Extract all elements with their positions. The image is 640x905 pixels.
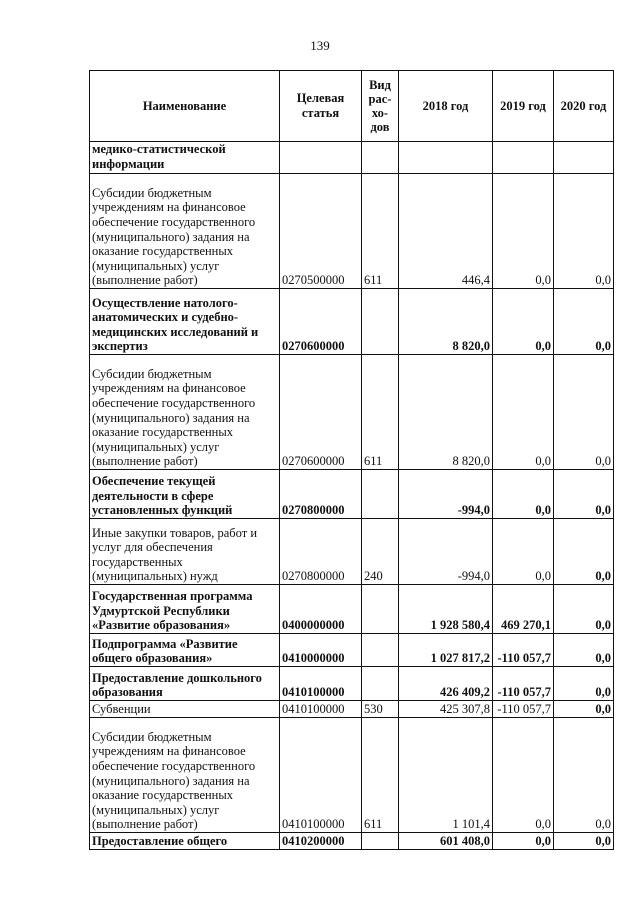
cell-name: Обеспечение текущей деятельности в сфере установленных функций bbox=[90, 470, 280, 519]
cell-kind bbox=[362, 667, 399, 701]
budget-table bbox=[89, 70, 614, 850]
cell-2018: 1 928 580,4 bbox=[399, 585, 493, 634]
cell-2019 bbox=[493, 142, 554, 174]
cell-code: 0410100000 bbox=[280, 667, 362, 701]
column-header-2019: 2019 год bbox=[493, 71, 554, 142]
cell-2018: -994,0 bbox=[399, 470, 493, 519]
cell-2020: 0,0 bbox=[554, 701, 614, 718]
table-row bbox=[90, 470, 614, 519]
column-header-kind-line3: хо- bbox=[371, 106, 389, 120]
cell-2019: 0,0 bbox=[493, 355, 554, 470]
cell-2020: 0,0 bbox=[554, 470, 614, 519]
cell-code: 0400000000 bbox=[280, 585, 362, 634]
cell-2019: 0,0 bbox=[493, 174, 554, 289]
table-row bbox=[90, 718, 614, 833]
cell-2019: 0,0 bbox=[493, 718, 554, 833]
cell-kind: 530 bbox=[362, 701, 399, 718]
cell-2020: 0,0 bbox=[554, 289, 614, 355]
cell-name: Государственная программа Удмуртской Республики «Развитие образования» bbox=[90, 585, 280, 634]
page-number: 139 bbox=[310, 38, 330, 53]
cell-code: 0410100000 bbox=[280, 718, 362, 833]
column-header-target-line2: статья bbox=[301, 106, 340, 120]
cell-2020: 0,0 bbox=[554, 667, 614, 701]
cell-2018 bbox=[399, 142, 493, 174]
cell-kind: 611 bbox=[362, 174, 399, 289]
cell-2020: 0,0 bbox=[554, 718, 614, 833]
cell-name: Субвенции bbox=[90, 701, 280, 718]
cell-2018: 425 307,8 bbox=[399, 701, 493, 718]
column-header-target-line1: Целевая bbox=[296, 91, 345, 106]
table-header-row bbox=[90, 71, 614, 142]
cell-2018: 446,4 bbox=[399, 174, 493, 289]
cell-2020: 0,0 bbox=[554, 634, 614, 667]
cell-name: Иные закупки товаров, работ и услуг для обеспечения государственных (муниципальных) нужд bbox=[90, 519, 280, 585]
table-row bbox=[90, 667, 614, 701]
table-row bbox=[90, 174, 614, 289]
cell-code: 0270600000 bbox=[280, 355, 362, 470]
cell-name: Субсидии бюджетным учреждениям на финансовое обеспечение государственного (муниципального) задания на оказание государственных (муниципальных) услуг (выполнение работ) bbox=[90, 718, 280, 833]
cell-kind bbox=[362, 634, 399, 667]
cell-2019: 0,0 bbox=[493, 289, 554, 355]
table-row bbox=[90, 701, 614, 718]
cell-kind bbox=[362, 142, 399, 174]
cell-2019: -110 057,7 bbox=[493, 701, 554, 718]
cell-name: Осуществление натолого-анатомических и судебно-медицинских исследований и экспертиз bbox=[90, 289, 280, 355]
cell-name: медико-статистической информации bbox=[90, 142, 280, 174]
column-header-2020: 2020 год bbox=[554, 71, 614, 142]
cell-2019: 0,0 bbox=[493, 519, 554, 585]
cell-code: 0270800000 bbox=[280, 519, 362, 585]
cell-name: Предоставление общего bbox=[90, 833, 280, 850]
column-header-target bbox=[280, 71, 362, 142]
cell-kind bbox=[362, 470, 399, 519]
table-row bbox=[90, 355, 614, 470]
cell-2018: 8 820,0 bbox=[399, 289, 493, 355]
cell-code: 0270500000 bbox=[280, 174, 362, 289]
cell-code: 0270600000 bbox=[280, 289, 362, 355]
cell-name: Подпрограмма «Развитие общего образования» bbox=[90, 634, 280, 667]
cell-2020: 0,0 bbox=[554, 585, 614, 634]
table-row bbox=[90, 833, 614, 850]
cell-kind: 611 bbox=[362, 355, 399, 470]
cell-code: 0410000000 bbox=[280, 634, 362, 667]
column-header-2018: 2018 год bbox=[399, 71, 493, 142]
cell-2018: 426 409,2 bbox=[399, 667, 493, 701]
cell-2018: 1 027 817,2 bbox=[399, 634, 493, 667]
cell-kind: 240 bbox=[362, 519, 399, 585]
cell-2019: -110 057,7 bbox=[493, 634, 554, 667]
cell-kind bbox=[362, 585, 399, 634]
cell-2018: 601 408,0 bbox=[399, 833, 493, 850]
cell-2020 bbox=[554, 142, 614, 174]
cell-2020: 0,0 bbox=[554, 355, 614, 470]
table-row bbox=[90, 634, 614, 667]
cell-2019: 469 270,1 bbox=[493, 585, 554, 634]
cell-name: Субсидии бюджетным учреждениям на финансовое обеспечение государственного (муниципального) задания на оказание государственных (муниципальных) услуг (выполнение работ) bbox=[90, 174, 280, 289]
table-row bbox=[90, 142, 614, 174]
column-header-kind-line4: дов bbox=[370, 120, 390, 134]
cell-2018: -994,0 bbox=[399, 519, 493, 585]
column-header-kind bbox=[362, 71, 399, 142]
column-header-kind-line2: рас- bbox=[368, 92, 392, 106]
column-header-name: Наименование bbox=[90, 71, 280, 142]
cell-code: 0410100000 bbox=[280, 701, 362, 718]
table-row bbox=[90, 289, 614, 355]
column-header-kind-line1: Вид bbox=[369, 78, 391, 92]
table-row bbox=[90, 585, 614, 634]
table-row bbox=[90, 519, 614, 585]
cell-code: 0270800000 bbox=[280, 470, 362, 519]
cell-2019: 0,0 bbox=[493, 833, 554, 850]
cell-code: 0410200000 bbox=[280, 833, 362, 850]
cell-kind bbox=[362, 289, 399, 355]
cell-name: Субсидии бюджетным учреждениям на финансовое обеспечение государственного (муниципального) задания на оказание государственных (муниципальных) услуг (выполнение работ) bbox=[90, 355, 280, 470]
cell-2018: 8 820,0 bbox=[399, 355, 493, 470]
cell-2019: -110 057,7 bbox=[493, 667, 554, 701]
cell-2020: 0,0 bbox=[554, 519, 614, 585]
cell-kind bbox=[362, 833, 399, 850]
cell-kind: 611 bbox=[362, 718, 399, 833]
cell-2020: 0,0 bbox=[554, 833, 614, 850]
cell-2020: 0,0 bbox=[554, 174, 614, 289]
cell-2018: 1 101,4 bbox=[399, 718, 493, 833]
cell-2019: 0,0 bbox=[493, 470, 554, 519]
cell-code bbox=[280, 142, 362, 174]
cell-name: Предоставление дошкольного образования bbox=[90, 667, 280, 701]
